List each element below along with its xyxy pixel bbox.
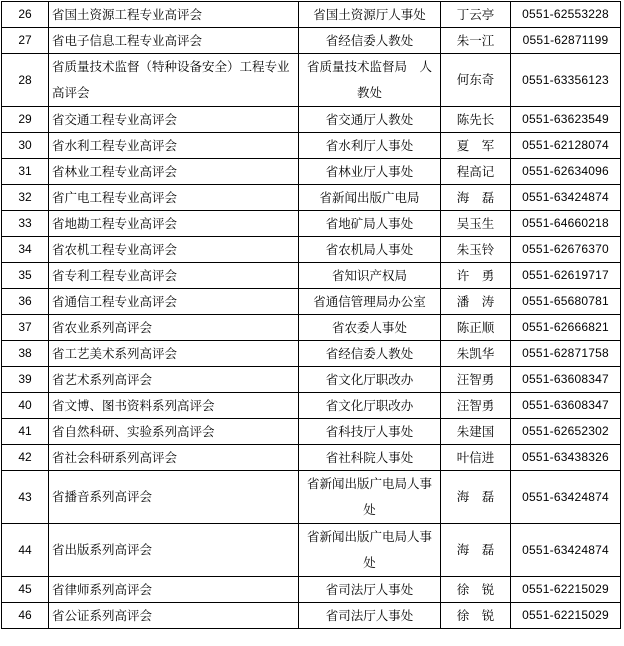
- table-row: [2, 367, 621, 393]
- department: 省社科院人事处: [299, 445, 441, 471]
- phone-number: 0551-64660218: [511, 211, 621, 237]
- contact-person: 许 勇: [441, 263, 511, 289]
- phone-number: 0551-62634096: [511, 159, 621, 185]
- phone-number: 0551-62128074: [511, 133, 621, 159]
- table-row: [2, 445, 621, 471]
- department: 省科技厅人事处: [299, 419, 441, 445]
- table-row: [2, 419, 621, 445]
- phone-number: 0551-63424874: [511, 471, 621, 524]
- department: 省国土资源厅人事处: [299, 2, 441, 28]
- department: 省交通厅人教处: [299, 107, 441, 133]
- table-row: [2, 2, 621, 28]
- committee-name: 省文博、图书资料系列高评会: [49, 393, 299, 419]
- row-number: 39: [2, 367, 49, 393]
- department: 省文化厅职改办: [299, 393, 441, 419]
- table-row: [2, 133, 621, 159]
- committee-name: 省出版系列高评会: [49, 524, 299, 577]
- department: 省新闻出版广电局: [299, 185, 441, 211]
- row-number: 27: [2, 28, 49, 54]
- contact-person: 朱建国: [441, 419, 511, 445]
- phone-number: 0551-62553228: [511, 2, 621, 28]
- row-number: 43: [2, 471, 49, 524]
- department: 省司法厅人事处: [299, 603, 441, 629]
- committee-name: 省律师系列高评会: [49, 577, 299, 603]
- phone-number: 0551-62215029: [511, 577, 621, 603]
- department: 省水利厅人事处: [299, 133, 441, 159]
- phone-number: 0551-62666821: [511, 315, 621, 341]
- phone-number: 0551-63356123: [511, 54, 621, 107]
- contact-person: 吴玉生: [441, 211, 511, 237]
- row-number: 46: [2, 603, 49, 629]
- table-row: [2, 237, 621, 263]
- committee-name: 省质量技术监督（特种设备安全）工程专业高评会: [49, 54, 299, 107]
- department: 省林业厅人事处: [299, 159, 441, 185]
- contact-person: 汪智勇: [441, 393, 511, 419]
- contact-person: 何东奇: [441, 54, 511, 107]
- table-row: [2, 159, 621, 185]
- row-number: 36: [2, 289, 49, 315]
- row-number: 38: [2, 341, 49, 367]
- table-row: [2, 289, 621, 315]
- row-number: 29: [2, 107, 49, 133]
- contact-person: 汪智勇: [441, 367, 511, 393]
- committee-name: 省艺术系列高评会: [49, 367, 299, 393]
- department: 省经信委人教处: [299, 341, 441, 367]
- phone-number: 0551-63608347: [511, 367, 621, 393]
- table-row: [2, 315, 621, 341]
- committee-name: 省自然科研、实验系列高评会: [49, 419, 299, 445]
- committee-name: 省播音系列高评会: [49, 471, 299, 524]
- table-row: [2, 471, 621, 524]
- contact-person: 程高记: [441, 159, 511, 185]
- contact-person: 叶信进: [441, 445, 511, 471]
- table-row: [2, 263, 621, 289]
- committee-name: 省地勘工程专业高评会: [49, 211, 299, 237]
- table-row: [2, 28, 621, 54]
- table-row: [2, 185, 621, 211]
- table-row: [2, 393, 621, 419]
- row-number: 26: [2, 2, 49, 28]
- department: 省地矿局人事处: [299, 211, 441, 237]
- row-number: 28: [2, 54, 49, 107]
- contact-person: 陈先长: [441, 107, 511, 133]
- department: 省经信委人教处: [299, 28, 441, 54]
- row-number: 34: [2, 237, 49, 263]
- department: 省文化厅职改办: [299, 367, 441, 393]
- contact-person: 陈正顺: [441, 315, 511, 341]
- table-row: [2, 54, 621, 107]
- table-row: [2, 107, 621, 133]
- contact-person: 徐 锐: [441, 603, 511, 629]
- committee-name: 省国土资源工程专业高评会: [49, 2, 299, 28]
- row-number: 40: [2, 393, 49, 419]
- department: 省新闻出版广电局人事处: [299, 471, 441, 524]
- contact-person: 海 磊: [441, 185, 511, 211]
- phone-number: 0551-62676370: [511, 237, 621, 263]
- phone-number: 0551-62871199: [511, 28, 621, 54]
- row-number: 45: [2, 577, 49, 603]
- phone-number: 0551-63424874: [511, 524, 621, 577]
- phone-number: 0551-62871758: [511, 341, 621, 367]
- committee-name: 省农业系列高评会: [49, 315, 299, 341]
- committee-name: 省交通工程专业高评会: [49, 107, 299, 133]
- committee-name: 省公证系列高评会: [49, 603, 299, 629]
- phone-number: 0551-63424874: [511, 185, 621, 211]
- phone-number: 0551-62652302: [511, 419, 621, 445]
- department: 省新闻出版广电局人事处: [299, 524, 441, 577]
- committee-name: 省专利工程专业高评会: [49, 263, 299, 289]
- contact-person: 海 磊: [441, 471, 511, 524]
- committee-name: 省工艺美术系列高评会: [49, 341, 299, 367]
- department: 省农机局人事处: [299, 237, 441, 263]
- row-number: 37: [2, 315, 49, 341]
- row-number: 42: [2, 445, 49, 471]
- row-number: 31: [2, 159, 49, 185]
- row-number: 44: [2, 524, 49, 577]
- contact-person: 徐 锐: [441, 577, 511, 603]
- row-number: 33: [2, 211, 49, 237]
- row-number: 35: [2, 263, 49, 289]
- phone-number: 0551-63623549: [511, 107, 621, 133]
- committee-name: 省电子信息工程专业高评会: [49, 28, 299, 54]
- phone-number: 0551-62619717: [511, 263, 621, 289]
- table-row: [2, 603, 621, 629]
- contact-person: 潘 涛: [441, 289, 511, 315]
- committee-name: 省农机工程专业高评会: [49, 237, 299, 263]
- row-number: 41: [2, 419, 49, 445]
- department: 省质量技术监督局 人教处: [299, 54, 441, 107]
- phone-number: 0551-65680781: [511, 289, 621, 315]
- committee-name: 省广电工程专业高评会: [49, 185, 299, 211]
- table-body: [2, 2, 621, 629]
- committee-name: 省林业工程专业高评会: [49, 159, 299, 185]
- table-row: [2, 524, 621, 577]
- department: 省知识产权局: [299, 263, 441, 289]
- committee-name: 省社会科研系列高评会: [49, 445, 299, 471]
- contact-person: 朱凯华: [441, 341, 511, 367]
- department: 省司法厅人事处: [299, 577, 441, 603]
- department: 省通信管理局办公室: [299, 289, 441, 315]
- row-number: 30: [2, 133, 49, 159]
- committee-name: 省水利工程专业高评会: [49, 133, 299, 159]
- contact-person: 夏 军: [441, 133, 511, 159]
- row-number: 32: [2, 185, 49, 211]
- phone-number: 0551-62215029: [511, 603, 621, 629]
- table-row: [2, 577, 621, 603]
- contact-person: 丁云亭: [441, 2, 511, 28]
- phone-number: 0551-63608347: [511, 393, 621, 419]
- contact-person: 朱一江: [441, 28, 511, 54]
- department: 省农委人事处: [299, 315, 441, 341]
- table-row: [2, 341, 621, 367]
- table-row: [2, 211, 621, 237]
- committee-name: 省通信工程专业高评会: [49, 289, 299, 315]
- committee-contact-table: [1, 1, 621, 629]
- contact-person: 海 磊: [441, 524, 511, 577]
- contact-person: 朱玉铃: [441, 237, 511, 263]
- phone-number: 0551-63438326: [511, 445, 621, 471]
